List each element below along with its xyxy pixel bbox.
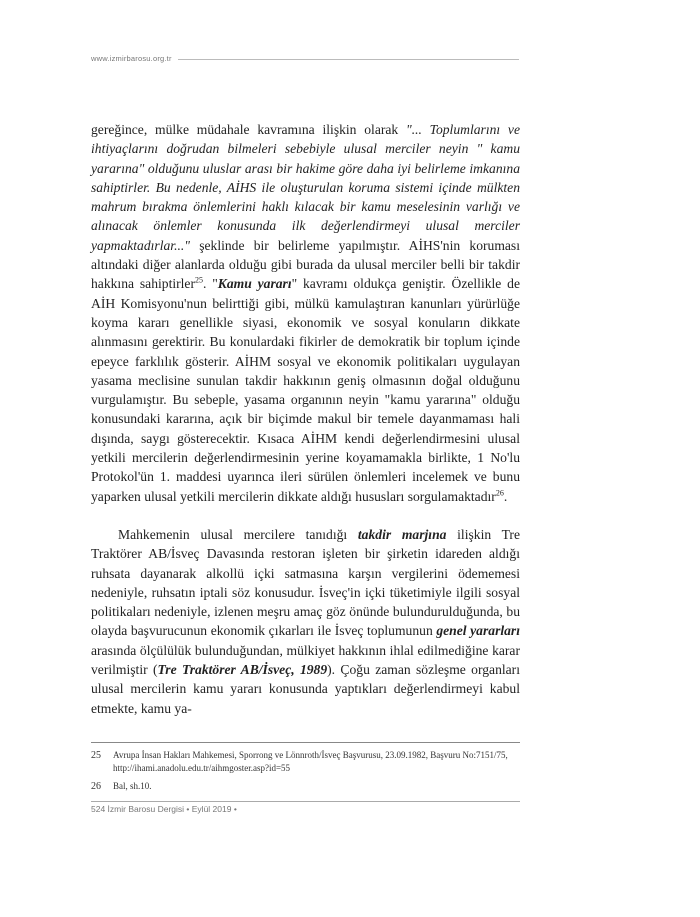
page-footer: 524 İzmir Barosu Dergisi • Eylül 2019 • xyxy=(91,804,237,814)
emphasis-text: genel yararları xyxy=(436,623,520,639)
footnote-ref: 26 xyxy=(495,488,504,498)
text-run: Mahkemenin ulusal mercilere tanıdığı xyxy=(118,526,358,542)
footnote-divider xyxy=(91,742,520,743)
footnote-25 xyxy=(91,749,520,775)
text-run: ). Çoğu zaman sözleşme organları ulusal mercilerin kamu yararı konusunda yaptıkları değerlendirmeyi kabul etmekte, kamu ya- xyxy=(91,662,520,716)
footnote-text: Bal, sh.10. xyxy=(113,781,152,791)
text-run: gereğince, mülke müdahale kavramına ilişkin olarak xyxy=(91,122,406,137)
emphasis-text: Tre Traktörer AB/İsveç, 1989 xyxy=(157,662,328,678)
paragraph-2 xyxy=(91,525,520,718)
text-run: . " xyxy=(202,276,218,292)
footnote-26 xyxy=(91,780,520,793)
text-run: . xyxy=(503,488,508,504)
paragraph-1 xyxy=(91,120,520,506)
quoted-text: "... Toplumlarını ve ihtiyaçlarını doğrudan bilmeleri sebebiyle ulusal merciler neyin " kamu yararına" olduğunu uluslar arası bir hakime göre daha iyi belirleme imkanına sahiptirler. Bu nedenle, AİHS ile oluşturulan koruma sistemi içinde mülkten mahrum bırakma önlemlerini haklı kılacak bir kamu meselesinin varlığı ve alınacak önlemler konusunda ilk değerlendirmeyi ulusal merciler yapmaktadırlar..." xyxy=(91,122,521,253)
article-body xyxy=(91,120,520,718)
text-run: " kavramı oldukça geniştir. Özellikle de AİH Komisyonu'nun belirttiği gibi, mülkü kamulaştıran kanunları yürürlüğe koyma kararı genellikle siyasi, ekonomik ve sosyal konuların dikkate alınmasını gerektirir. Bu konulardaki fikirler de demokratik bir toplum içinde epeyce farklılık gösterir. AİHM sosyal ve ekonomik politikaları uygulayan yasama meclisine sunulan takdir hakkının geniş olmasının doğal olduğunu vurgulamıştır. Bu sebeple, yasama organının neyin "kamu yararına" olduğu konusundaki kararına, açık bir biçimde makul bir temele dayanmaması hali dışında, saygı gösterecektir. Kısaca AİHM kendi değerlendirmesini ulusal yetkili mercilerin değerlendirmesinin yerine koyamamakla birlikte, 1 No'lu Protokol'ün 1. maddesi uyarınca ileri sürülen önlemleri incelemek ve bunu yaparken ulusal yetkili mercilerin dikkate aldığı hususları sorgulamaktadır xyxy=(91,276,520,504)
emphasis-text: Kamu yararı xyxy=(217,276,292,292)
text-run: ilişkin Tre Traktörer AB/İsveç Davasında restoran işleten bir şirketin idareden aldığı ruhsata dayanarak alkollü içki satmasına karşın vergilerini ödememesi nedeniyle, ruhsatın iptali söz konusudur. İsveç'in içki tüketimiyle ilgili sosyal politikaları nedeniyle, izlenen meşru amaç göz önünde bulundurulduğunda, bu olayda başvurucunun ekonomik çıkarları ile İsveç toplumunun xyxy=(91,526,520,639)
footnote-ref: 25 xyxy=(194,275,203,285)
emphasis-text: takdir marjına xyxy=(357,526,447,542)
footnote-text: Avrupa İnsan Hakları Mahkemesi, Sporrong ve Lönnroth/İsveç Başvurusu, 23.09.1982, Başvuru No:7151/75, http://ihami.anadolu.edu.tr/aihmgoster.asp?id=55 xyxy=(113,750,508,773)
header-divider xyxy=(178,59,519,60)
footnote-number: 26 xyxy=(91,781,101,792)
header-url[interactable]: www.izmirbarosu.org.tr xyxy=(91,54,172,63)
text-run: şeklinde bir belirleme yapılmıştır. AİHS'nin koruması altındaki diğer alanlarda olduğu gibi burada da ulusal merciler belli bir takdir hakkına sahiptirler xyxy=(91,237,520,292)
footer-divider xyxy=(91,801,520,802)
footnote-number: 25 xyxy=(91,750,101,761)
text-run: arasında ölçülülük bulunduğundan, mülkiyet hakkının ihlal edilmediğine karar verilmiştir ( xyxy=(91,642,520,678)
